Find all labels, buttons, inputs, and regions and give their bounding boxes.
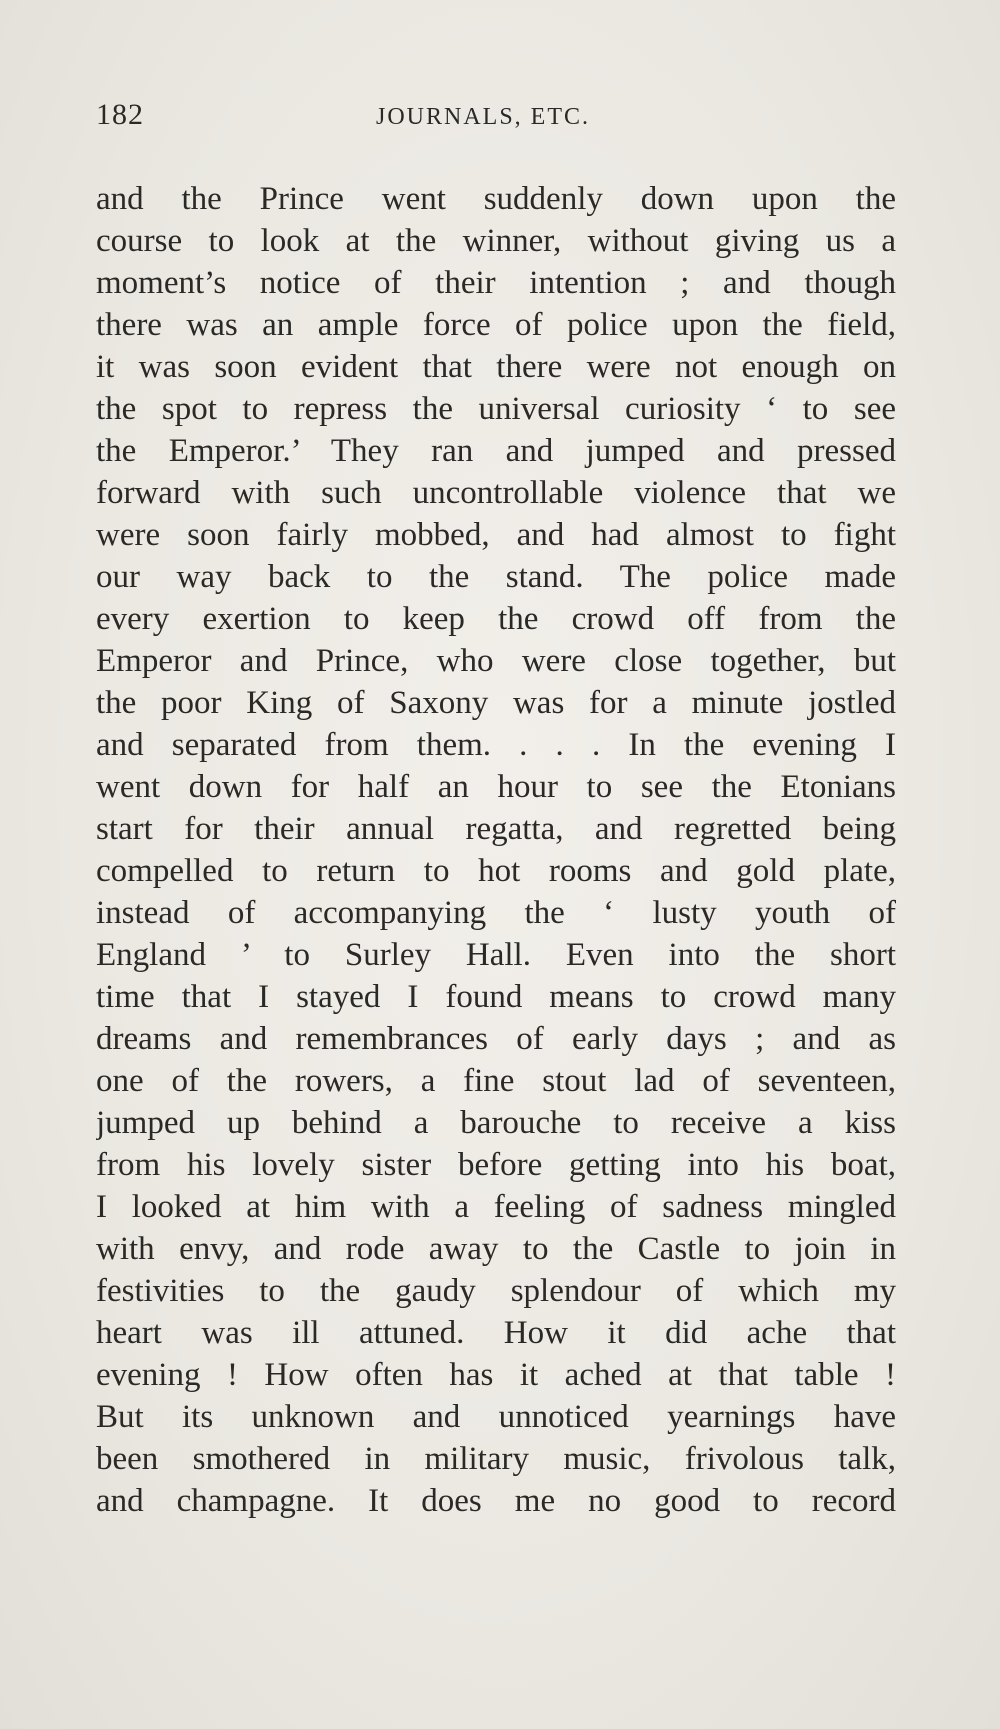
text-line: were soon fairly mobbed, and had almost to fight: [96, 517, 896, 553]
text-line: course to look at the winner, without giving us a: [96, 223, 896, 259]
text-line: every exertion to keep the crowd off from the: [96, 601, 896, 637]
text-line: compelled to return to hot rooms and gold plate,: [96, 853, 896, 889]
text-line: been smothered in military music, frivolous talk,: [96, 1441, 896, 1477]
text-line: from his lovely sister before getting into his boat,: [96, 1147, 896, 1183]
text-line: Emperor and Prince, who were close together, but: [96, 643, 896, 679]
running-head: [96, 98, 896, 138]
text-line: the poor King of Saxony was for a minute jostled: [96, 685, 896, 721]
text-line: with envy, and rode away to the Castle to join in: [96, 1231, 896, 1267]
page-number: 182: [96, 98, 144, 131]
text-line: heart was ill attuned. How it did ache that: [96, 1315, 896, 1351]
text-line: dreams and remembrances of early days ; and as: [96, 1021, 896, 1057]
text-line: forward with such uncontrollable violence that we: [96, 475, 896, 511]
text-line: But its unknown and unnoticed yearnings have: [96, 1399, 896, 1435]
text-line: one of the rowers, a fine stout lad of seventeen,: [96, 1063, 896, 1099]
text-line: instead of accompanying the ‘ lusty youth of: [96, 895, 896, 931]
text-line: evening ! How often has it ached at that table !: [96, 1357, 896, 1393]
text-line: time that I stayed I found means to crowd many: [96, 979, 896, 1015]
body-text: [96, 178, 896, 1522]
text-line: there was an ample force of police upon the field,: [96, 307, 896, 343]
text-line: the Emperor.’ They ran and jumped and pressed: [96, 433, 896, 469]
text-line: I looked at him with a feeling of sadness mingled: [96, 1189, 896, 1225]
text-line: the spot to repress the universal curiosity ‘ to see: [96, 391, 896, 427]
text-line: our way back to the stand. The police made: [96, 559, 896, 595]
text-line: festivities to the gaudy splendour of which my: [96, 1273, 896, 1309]
text-line: and separated from them. . . . In the evening I: [96, 727, 896, 763]
text-line: England ’ to Surley Hall. Even into the short: [96, 937, 896, 973]
text-line: and champagne. It does me no good to record: [96, 1483, 896, 1519]
text-line: moment’s notice of their intention ; and though: [96, 265, 896, 301]
text-line: and the Prince went suddenly down upon the: [96, 181, 896, 217]
text-line: start for their annual regatta, and regretted being: [96, 811, 896, 847]
text-line: it was soon evident that there were not enough on: [96, 349, 896, 385]
text-line: went down for half an hour to see the Etonians: [96, 769, 896, 805]
text-line: jumped up behind a barouche to receive a kiss: [96, 1105, 896, 1141]
running-title: JOURNALS, ETC.: [376, 104, 591, 130]
